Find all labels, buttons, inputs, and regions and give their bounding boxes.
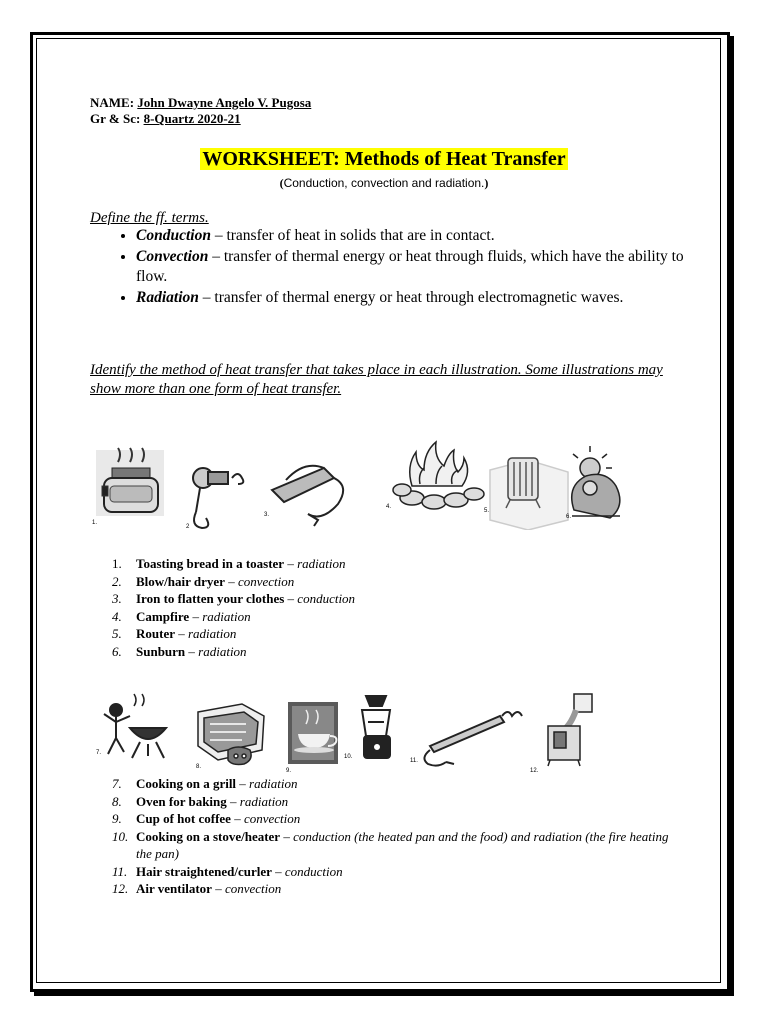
item-answer: radiation (239, 793, 289, 809)
list-item (112, 625, 672, 643)
illus-num-3: 3. (264, 512, 270, 518)
item-label: Blow/hair dryer (136, 573, 225, 589)
item-label: Router (136, 626, 175, 641)
item-separator: – (224, 573, 238, 589)
name-label: NAME: (90, 95, 135, 110)
item-answer: convection (243, 811, 301, 826)
hair-dryer-icon (193, 468, 243, 528)
list-item (112, 810, 672, 828)
term-item (136, 288, 716, 309)
item-answer: conduction (297, 591, 356, 606)
item-answer: conduction (284, 863, 343, 879)
stove-blender-icon (362, 696, 390, 758)
list-item (112, 775, 672, 793)
list-item (112, 793, 672, 811)
name-value: John Dwayne Angelo V. Pugosa (137, 95, 312, 110)
page-title: WORKSHEET: Methods of Heat Transfer (202, 148, 566, 170)
list-item (112, 828, 672, 863)
item-label: Cup of hot coffee (136, 811, 231, 826)
illus-num-2: 2 (186, 524, 190, 530)
illus-num-4: 4. (386, 504, 392, 510)
list-item (112, 880, 672, 898)
item-separator: – (236, 776, 250, 791)
term-item (136, 247, 716, 288)
illus-num-6: 6. (566, 514, 572, 520)
item-label: Toasting bread in a toaster (136, 556, 285, 571)
air-ventilator-icon (548, 694, 592, 766)
subtitle-text: Conduction, convection and radiation. (283, 176, 485, 190)
hair-curler-icon (424, 712, 522, 766)
term-definition: – transfer of thermal energy or heat through fluids, which have the ability to flow. (136, 247, 684, 285)
item-label: Sunburn (136, 643, 186, 659)
item-number: 3. (112, 591, 122, 606)
item-separator: – (175, 626, 188, 641)
item-separator: – (185, 643, 199, 659)
item-separator: – (271, 863, 285, 879)
router-icon (490, 458, 568, 530)
item-number: 4. (112, 608, 122, 624)
grade-label: Gr & Sc: (90, 111, 141, 126)
identify-instruction: Identify the method of heat transfer that takes place in each illustration. Some illustrations may show more than one form of heat transfer. (90, 362, 663, 397)
illustrations-row-2 (90, 688, 650, 778)
page-title-wrap (0, 148, 768, 171)
item-answer: convection (224, 881, 282, 896)
answers-list-1 (112, 555, 672, 660)
item-separator: – (211, 881, 225, 896)
item-label: Air ventilator (136, 881, 212, 896)
item-answer: radiation (297, 556, 346, 571)
item-number: 1. (112, 556, 122, 571)
iron-icon (272, 466, 343, 526)
illus-num-1: 1. (92, 520, 98, 526)
campfire-icon (393, 442, 484, 509)
sunburn-icon (572, 446, 620, 518)
illus-num-7: 7. (96, 750, 102, 756)
coffee-cup-icon (288, 702, 338, 764)
item-number: 5. (112, 626, 122, 641)
item-answer: radiation (198, 643, 247, 659)
term-definition: – transfer of thermal energy or heat through electromagnetic waves. (198, 288, 624, 306)
item-label: Campfire (136, 608, 190, 624)
item-separator: – (284, 556, 298, 571)
list-item (112, 643, 672, 661)
illus-num-10: 10. (344, 754, 353, 760)
illus-num-12: 12. (530, 768, 539, 774)
illus-num-5: 5. (484, 508, 490, 514)
item-number: 11. (112, 863, 128, 879)
item-answer: radiation (188, 626, 237, 641)
item-label: Hair straightened/curler (136, 863, 272, 879)
item-label: Cooking on a grill (136, 776, 237, 791)
item-number: 9. (112, 811, 122, 826)
item-number: 10. (112, 828, 129, 844)
list-item (112, 608, 672, 626)
illus-num-8: 8. (196, 764, 202, 770)
item-label: Iron to flatten your clothes (136, 591, 285, 606)
grill-icon (104, 694, 166, 758)
answers-list-2 (112, 775, 672, 898)
item-separator: – (284, 591, 298, 606)
name-line (90, 95, 311, 111)
item-answer: convection (237, 573, 295, 589)
term-name: Radiation (136, 288, 199, 306)
list-item (112, 863, 672, 881)
item-answer: radiation (202, 608, 251, 624)
term-name: Conduction (136, 227, 211, 244)
term-item (136, 226, 716, 247)
list-item (112, 555, 672, 573)
item-separator: – (230, 811, 244, 826)
subtitle-close-paren: ) (484, 176, 489, 190)
item-number: 8. (112, 793, 122, 809)
item-number: 12. (112, 881, 129, 896)
list-item (112, 590, 672, 608)
list-item (112, 573, 672, 591)
term-definition: – transfer of heat in solids that are in contact. (210, 227, 495, 244)
illus-num-9: 9. (286, 768, 292, 774)
subtitle-open-paren: ( (279, 176, 284, 190)
grade-line (90, 111, 311, 127)
item-separator: – (226, 793, 240, 809)
item-number: 2. (112, 573, 122, 589)
item-number: 7. (112, 776, 122, 791)
illus-num-11: 11. (410, 758, 418, 764)
term-name: Convection (136, 247, 209, 265)
toaster-icon (96, 448, 164, 516)
item-label: Oven for baking (136, 793, 227, 809)
item-label: Cooking on a stove/heater (136, 828, 281, 844)
subtitle (0, 176, 768, 191)
item-answer: radiation (249, 776, 298, 791)
student-header (90, 95, 311, 127)
item-number: 6. (112, 643, 122, 659)
define-heading: Define the ff. terms. (90, 210, 209, 226)
item-answer: conduction (the heated pan and the food) and radiation (the fire heating the pan) (136, 828, 669, 861)
grade-value: 8-Quartz 2020-21 (143, 111, 241, 126)
terms-list (100, 226, 716, 308)
item-separator: – (280, 828, 294, 844)
oven-icon (198, 704, 264, 765)
item-separator: – (189, 608, 203, 624)
illustrations-row-1 (90, 440, 635, 530)
